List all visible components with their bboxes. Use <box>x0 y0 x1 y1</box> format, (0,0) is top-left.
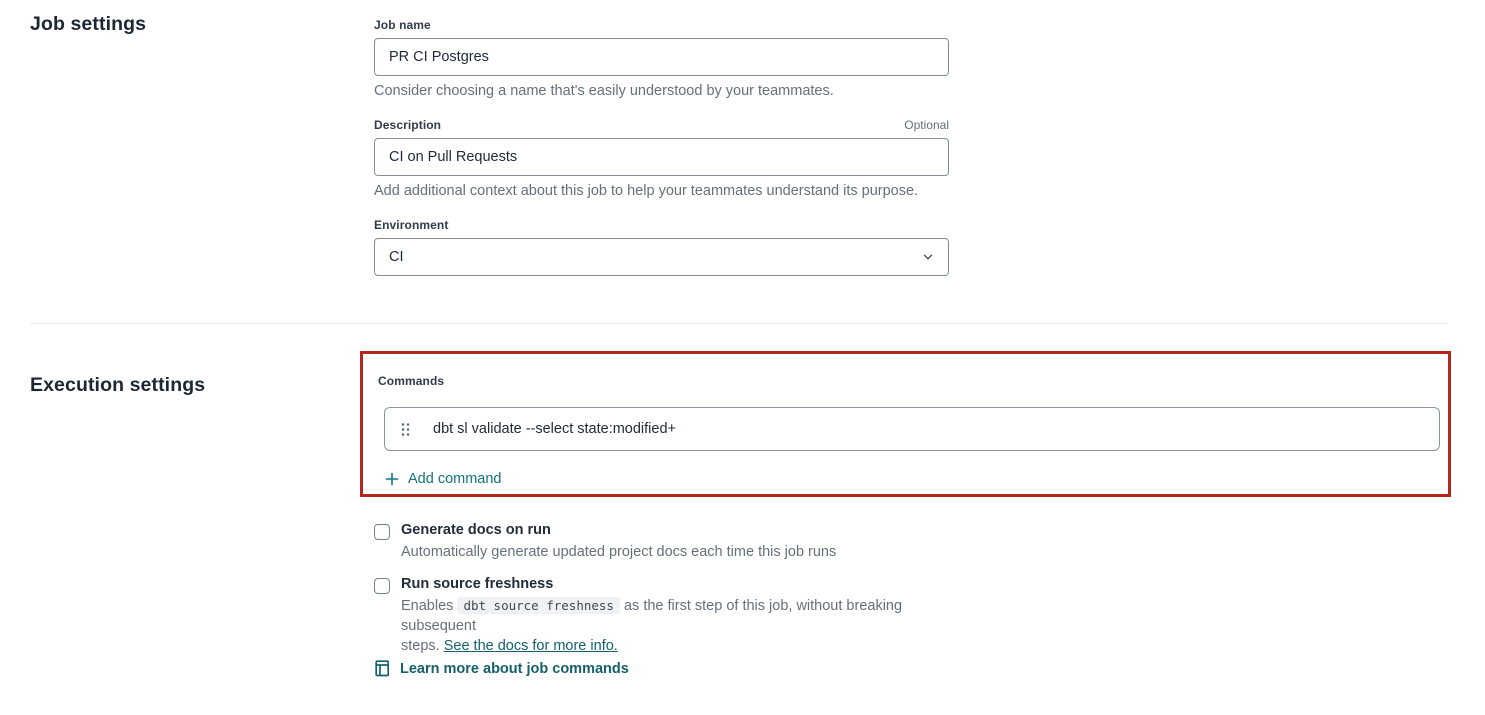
learn-more-label: Learn more about job commands <box>400 660 629 677</box>
environment-label: Environment <box>374 218 449 232</box>
chevron-down-icon <box>922 251 934 263</box>
generate-docs-description: Automatically generate updated project docs each time this job runs <box>401 544 837 560</box>
learn-more-link[interactable] <box>375 660 629 677</box>
job-name-input[interactable] <box>374 38 949 76</box>
job-name-label: Job name <box>374 18 431 32</box>
generate-docs-content <box>401 521 939 562</box>
section-divider <box>30 323 1448 324</box>
commands-highlight-box <box>360 351 1451 497</box>
source-freshness-code: dbt source freshness <box>457 597 620 614</box>
environment-selected-value: CI <box>389 249 404 265</box>
docs-book-icon <box>375 660 390 677</box>
description-label-row <box>374 118 949 132</box>
description-help: Add additional context about this job to help your teammates understand its purpose. <box>374 183 919 199</box>
source-freshness-desc-line2 <box>401 636 939 656</box>
description-label: Description <box>374 118 442 132</box>
description-optional-tag: Optional <box>904 118 949 132</box>
desc-suffix: as the first step of this job, without breaking subsequent <box>401 598 903 634</box>
source-freshness-checkbox[interactable] <box>374 578 390 594</box>
generate-docs-row <box>374 521 939 562</box>
see-docs-link[interactable]: See the docs for more info. <box>443 638 618 654</box>
source-freshness-desc-line1 <box>401 596 939 636</box>
environment-select[interactable] <box>374 238 949 276</box>
plus-icon <box>385 472 399 486</box>
section-title-execution-settings: Execution settings <box>30 374 206 396</box>
job-name-label-row <box>374 18 949 32</box>
source-freshness-label[interactable]: Run source freshness <box>401 576 554 592</box>
command-input[interactable]: dbt sl validate --select state:modified+ <box>433 421 676 437</box>
desc-line2-prefix: steps. <box>401 638 440 654</box>
job-name-help: Consider choosing a name that's easily understood by your teammates. <box>374 83 834 99</box>
commands-label: Commands <box>378 374 445 388</box>
source-freshness-content <box>401 575 939 656</box>
section-title-job-settings: Job settings <box>30 13 147 35</box>
command-row[interactable] <box>384 407 1440 451</box>
description-input[interactable] <box>374 138 949 176</box>
generate-docs-label[interactable]: Generate docs on run <box>401 522 551 538</box>
environment-label-row <box>374 218 949 232</box>
drag-handle-icon[interactable] <box>401 422 410 437</box>
source-freshness-description <box>401 596 939 656</box>
desc-prefix: Enables <box>401 598 454 614</box>
add-command-button[interactable] <box>385 471 502 487</box>
generate-docs-checkbox[interactable] <box>374 524 390 540</box>
source-freshness-row <box>374 575 939 656</box>
add-command-label: Add command <box>408 471 502 487</box>
